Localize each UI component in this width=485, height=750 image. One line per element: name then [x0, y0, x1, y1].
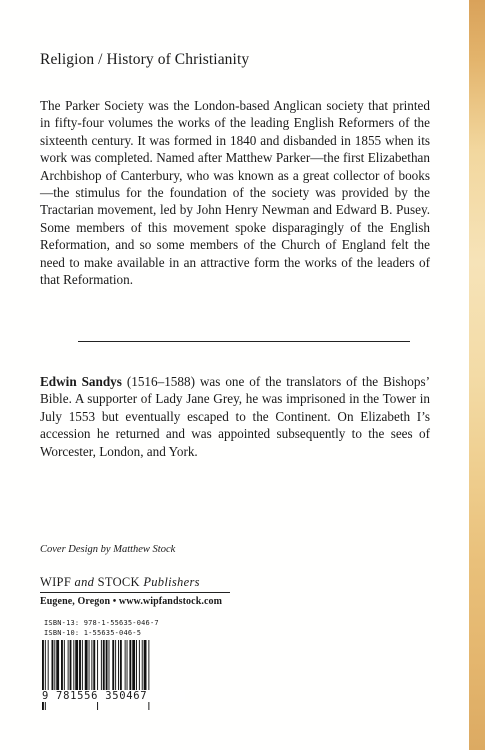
author-name: Edwin Sandys: [40, 374, 122, 389]
author-bio: [40, 373, 430, 460]
author-bio-text: (1516–1588) was one of the translators of the Bishops’ Bible. A supporter of Lady Jane Grey, he was imprisoned in the Tower in July 1553 but eventually escaped to the Continent. On Elizabeth I’s accession he returned and was appointed subsequently to the sees of Worcester, London, and York.: [40, 374, 430, 459]
publisher-name: [40, 575, 230, 593]
cover-design-credit: Cover Design by Matthew Stock: [40, 544, 176, 555]
isbn-13: ISBN-13: 978-1-55635-046-7: [44, 619, 159, 627]
section-divider: [78, 341, 410, 342]
publisher-name-part1: WIPF: [40, 575, 72, 589]
isbn-10: ISBN-10: 1-55635-046-5: [44, 629, 142, 637]
publisher-name-and: and: [74, 575, 95, 589]
isbn-block: [44, 618, 159, 638]
barcode-digits: 9 781556 350467: [40, 690, 185, 702]
publisher-name-part3: Publishers: [143, 575, 200, 589]
publisher-name-part2: STOCK: [97, 575, 140, 589]
society-description: The Parker Society was the London-based Anglican society that printed in fifty-four volumes the works of the leading English Reformers of the sixteenth century. It was formed in 1840 and disbanded in 1855 when its work was completed. Named after Matthew Parker—the first Elizabethan Archbishop of Canterbury, who was known as a great collector of books—the stimulus for the foundation of the society was provided by the Tractarian movement, led by John Henry Newman and Edward B. Pusey. Some members of this movement spoke disparagingly of the English Reformation, and so some members of the Church of England felt the need to make available in an attractive form the works of the leaders of that Reformation.: [40, 98, 430, 288]
cover-edge-strip: [469, 0, 485, 750]
publisher-address: Eugene, Oregon • www.wipfandstock.com: [40, 596, 223, 607]
category-label: Religion / History of Christianity: [40, 51, 250, 68]
